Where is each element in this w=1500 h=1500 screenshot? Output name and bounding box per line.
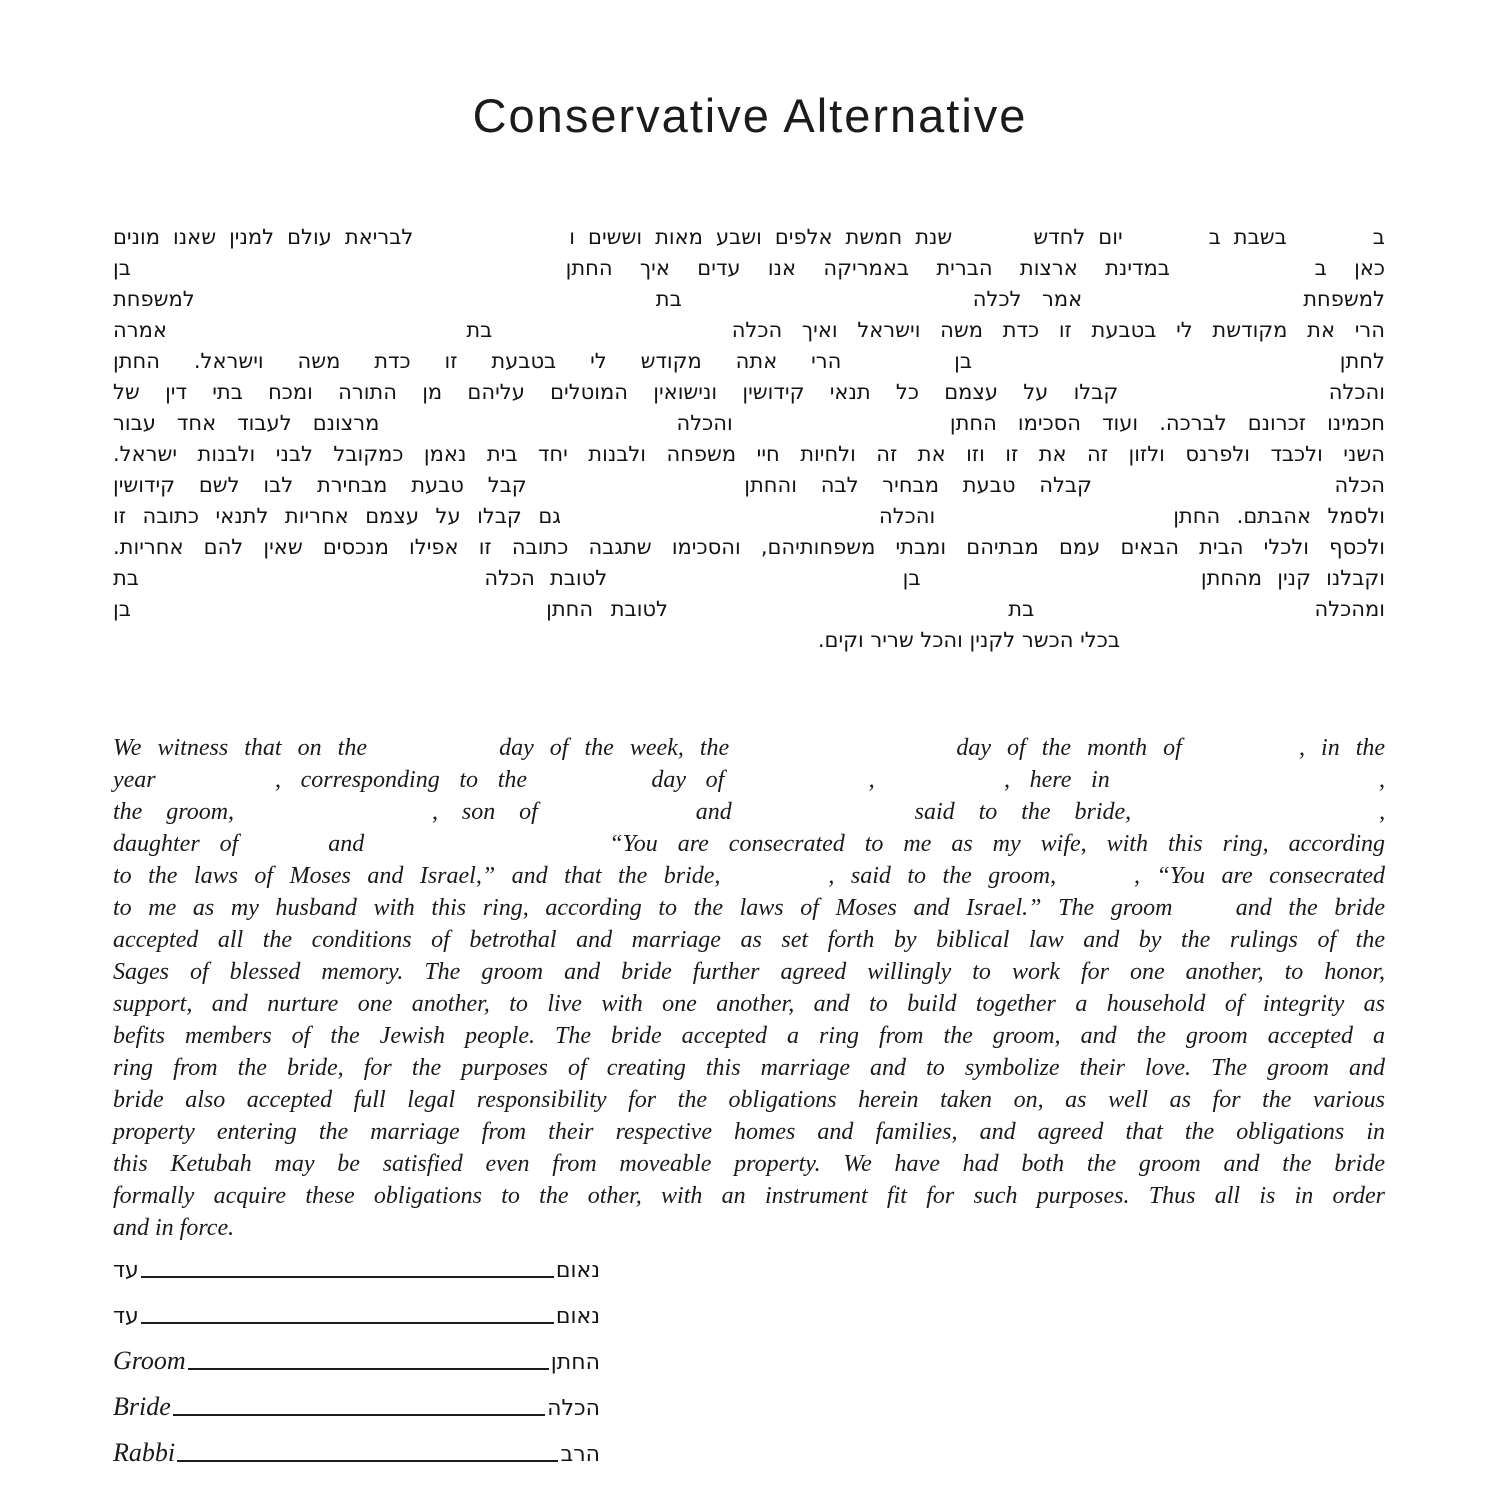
english-line bbox=[113, 1084, 1385, 1116]
text-segment: קבל טבעת מבחירת לבו לשם קידושין bbox=[113, 473, 527, 497]
hebrew-line bbox=[113, 594, 1385, 625]
text-segment: to the laws of Moses and Israel,” and that the bride, bbox=[113, 863, 721, 889]
text-segment: בת bbox=[466, 318, 493, 342]
blank-field bbox=[258, 850, 308, 851]
text-segment: this Ketubah may be satisfied even from moveable property. We have had both the groom and the bride bbox=[113, 1151, 1385, 1177]
text-segment: ולסמל אהבתם. החתן bbox=[1173, 504, 1385, 528]
hebrew-line bbox=[113, 470, 1385, 501]
hebrew-line bbox=[113, 532, 1385, 563]
signature-label-right: הרב bbox=[560, 1442, 600, 1467]
signature-label-left: Groom bbox=[113, 1346, 186, 1375]
blank-field bbox=[175, 786, 255, 787]
text-segment: יום לחדש bbox=[1033, 225, 1123, 249]
english-line bbox=[113, 1052, 1385, 1084]
text-segment: אמר לכלה bbox=[972, 287, 1083, 311]
text-segment: , said to the groom, bbox=[828, 863, 1057, 889]
text-segment: , bbox=[1379, 767, 1385, 793]
text-segment: , “You are consecrated bbox=[1134, 863, 1386, 889]
hebrew-line bbox=[113, 377, 1385, 408]
text-segment: בן bbox=[113, 256, 131, 280]
page-title: Conservative Alternative bbox=[472, 89, 1028, 142]
text-segment: בשבת ב bbox=[1208, 225, 1287, 249]
text-segment: למשפחת bbox=[1303, 287, 1385, 311]
text-segment: , in the bbox=[1298, 735, 1386, 761]
text-segment: שנת חמשת אלפים ושבע מאות וששים ו bbox=[569, 225, 953, 249]
text-segment: “You are consecrated to me as my wife, with this ring, according bbox=[609, 831, 1386, 857]
blank-field bbox=[577, 522, 862, 523]
text-segment: לבריאת עולם למנין שאנו מונים bbox=[113, 225, 414, 249]
text-segment: חכמינו זכרונם לברכה. ועוד הסכימו החתן bbox=[949, 411, 1385, 435]
text-segment: בכלי הכשר לקנין והכל שריר וקים. bbox=[817, 628, 1120, 652]
blank-field bbox=[686, 615, 991, 616]
blank-field bbox=[550, 491, 720, 492]
english-line bbox=[113, 988, 1385, 1020]
text-segment: והכלה bbox=[1328, 380, 1385, 404]
english-line bbox=[113, 828, 1385, 860]
hebrew-line bbox=[113, 222, 1385, 253]
text-segment: בת bbox=[113, 566, 139, 590]
signature-line bbox=[188, 1367, 549, 1370]
blank-field bbox=[187, 336, 447, 337]
signature-label-left: Rabbi bbox=[113, 1438, 176, 1467]
text-segment: הרי אתה מקודש לי בטבעת זו כדת משה וישראל. החתן bbox=[113, 349, 842, 373]
blank-field bbox=[754, 429, 929, 430]
signature-row bbox=[113, 1296, 600, 1328]
english-line bbox=[113, 1020, 1385, 1052]
blank-field bbox=[383, 754, 483, 755]
text-segment: בן bbox=[113, 597, 131, 621]
text-segment: day of the month of bbox=[956, 735, 1182, 761]
text-segment: Sages of blessed memory. The groom and bride further agreed willingly to work for one another, to honor, bbox=[113, 959, 1385, 985]
text-segment: ולכסף ולכלי הבית הבאים עמם מבתיהם ומבתי משפחותיהם, והסכימו שתגבה כתובה זו אפילו מנכסים שאין להם אחריות. bbox=[113, 535, 1385, 559]
blank-field bbox=[426, 243, 556, 244]
signature-label-right: נאום bbox=[555, 1258, 600, 1283]
text-segment: formally acquire these obligations to the other, with an instrument fit for such purposes. Thus all is in order bbox=[113, 1183, 1385, 1209]
blank-field bbox=[562, 818, 672, 819]
signature-label-left: עד bbox=[113, 1304, 139, 1329]
text-segment: daughter of bbox=[113, 831, 239, 857]
blank-field bbox=[400, 429, 655, 430]
signature-line bbox=[141, 1321, 554, 1324]
english-line bbox=[113, 1180, 1385, 1212]
text-segment: day of bbox=[651, 767, 725, 793]
blank-field bbox=[1103, 305, 1283, 306]
signature-line bbox=[173, 1413, 545, 1416]
english-line bbox=[113, 1212, 1385, 1244]
text-segment: We witness that on the bbox=[113, 735, 367, 761]
hebrew-line bbox=[113, 625, 1385, 656]
blank-field bbox=[154, 584, 469, 585]
hebrew-line bbox=[113, 408, 1385, 439]
blank-field bbox=[1073, 882, 1118, 883]
blank-field bbox=[745, 754, 940, 755]
blank-field bbox=[1155, 818, 1355, 819]
english-line bbox=[113, 796, 1385, 828]
blank-field bbox=[756, 818, 891, 819]
english-line bbox=[113, 956, 1385, 988]
signature-line bbox=[141, 1275, 554, 1278]
text-segment: וקבלנו קנין מהחתן bbox=[1200, 566, 1385, 590]
signature-label-left: עד bbox=[113, 1258, 139, 1283]
blank-field bbox=[384, 850, 589, 851]
signature-label-right: הכלה bbox=[547, 1396, 600, 1421]
blank-field bbox=[952, 522, 1157, 523]
blank-field bbox=[894, 786, 984, 787]
text-segment: אמרה bbox=[113, 318, 167, 342]
blank-field bbox=[215, 305, 635, 306]
text-segment: support, and nurture one another, to live with one another, and to build together a household of integrity as bbox=[113, 991, 1385, 1017]
blank-field bbox=[258, 818, 408, 819]
text-segment: במדינת ארצות הברית באמריקה אנו עדים איך החתן bbox=[565, 256, 1170, 280]
blank-field bbox=[512, 336, 712, 337]
text-segment: לטובת הכלה bbox=[484, 566, 608, 590]
signature-label-right: נאום bbox=[555, 1304, 600, 1329]
text-segment: , son of bbox=[431, 799, 538, 825]
text-segment: הכלה bbox=[1334, 473, 1385, 497]
text-segment: בן bbox=[902, 566, 921, 590]
text-segment: בן bbox=[954, 349, 973, 373]
blank-field bbox=[1052, 615, 1297, 616]
text-segment: ומהכלה bbox=[1314, 597, 1385, 621]
hebrew-line bbox=[113, 315, 1385, 346]
text-segment: והכלה bbox=[878, 504, 936, 528]
hebrew-line bbox=[113, 501, 1385, 532]
text-segment: and bbox=[328, 831, 365, 857]
text-segment: כאן ב bbox=[1314, 256, 1385, 280]
text-segment: property entering the marriage from their respective homes and families, and agreed that the obligations in bbox=[113, 1119, 1385, 1145]
text-segment: ב bbox=[1372, 225, 1385, 249]
text-segment: לחתן bbox=[1339, 349, 1385, 373]
signature-line bbox=[177, 1459, 558, 1462]
text-segment: to me as my husband with this ring, according to the laws of Moses and Israel.” The groom bbox=[113, 895, 1173, 921]
text-segment: גם קבלו על עצמם אחריות לתנאי כתובה זו bbox=[113, 504, 561, 528]
hebrew-line bbox=[113, 439, 1385, 470]
signature-row bbox=[113, 1342, 600, 1374]
text-segment: קבלו על עצמם כל תנאי קידושין ונישואין המוטלים עליהם מן התורה ומכח בתי דין של bbox=[113, 380, 1119, 404]
text-segment: ring from the bride, for the purposes of creating this marriage and to symbolize their love. The groom and bbox=[113, 1055, 1385, 1081]
blank-field bbox=[1189, 914, 1219, 915]
blank-field bbox=[1198, 754, 1283, 755]
text-segment: and the bride bbox=[1235, 895, 1385, 921]
text-segment: בת bbox=[1008, 597, 1035, 621]
hebrew-line bbox=[113, 563, 1385, 594]
blank-field bbox=[1006, 367, 1306, 368]
signature-block bbox=[113, 1250, 600, 1480]
text-segment: said to the bride, bbox=[914, 799, 1132, 825]
blank-field bbox=[1197, 274, 1287, 275]
signature-row bbox=[113, 1250, 600, 1282]
text-segment: מרצונם לעבוד אחד עבור bbox=[113, 411, 380, 435]
hebrew-line bbox=[113, 284, 1385, 315]
blank-field bbox=[1116, 491, 1311, 492]
text-segment: year bbox=[113, 767, 156, 793]
hebrew-line bbox=[113, 346, 1385, 377]
text-segment: , bbox=[868, 767, 875, 793]
text-segment: הרי את מקודשת לי בטבעת זו כדת משה וישראל ואיך הכלה bbox=[731, 318, 1385, 342]
blank-field bbox=[702, 305, 952, 306]
english-line bbox=[113, 1116, 1385, 1148]
text-segment: לטובת החתן bbox=[546, 597, 668, 621]
text-segment: והכלה bbox=[676, 411, 733, 435]
blank-field bbox=[965, 243, 1020, 244]
text-segment: befits members of the Jewish people. The bride accepted a ring from the groom, and the groom accepted a bbox=[113, 1023, 1385, 1049]
blank-field bbox=[158, 274, 538, 275]
blank-field bbox=[1300, 243, 1360, 244]
blank-field bbox=[936, 584, 1186, 585]
english-line bbox=[113, 732, 1385, 764]
text-segment: השני ולכבד ולפרנס ולזון זה את זו וזו את זה ולחיות חיי משפחה ולבנות יחד בית נאמן כמקובל לבני ולבנות ישראל. bbox=[113, 442, 1385, 466]
english-line bbox=[113, 860, 1385, 892]
signature-label-right: החתן bbox=[550, 1350, 600, 1375]
text-segment: the groom, bbox=[113, 799, 235, 825]
text-segment: , here in bbox=[1003, 767, 1110, 793]
blank-field bbox=[1129, 786, 1359, 787]
signature-label-left: Bride bbox=[113, 1392, 171, 1421]
english-line bbox=[113, 764, 1385, 796]
text-segment: , corresponding to the bbox=[274, 767, 528, 793]
text-segment: day of the week, the bbox=[499, 735, 730, 761]
signature-row bbox=[113, 1434, 600, 1466]
blank-field bbox=[622, 584, 887, 585]
signature-row bbox=[113, 1388, 600, 1420]
english-line bbox=[113, 924, 1385, 956]
blank-field bbox=[875, 367, 920, 368]
blank-field bbox=[149, 615, 529, 616]
blank-field bbox=[737, 882, 812, 883]
text-segment: , bbox=[1379, 799, 1386, 825]
text-segment: and bbox=[695, 799, 732, 825]
text-segment: and in force. bbox=[113, 1215, 235, 1241]
hebrew-line bbox=[113, 253, 1385, 284]
blank-field bbox=[547, 786, 632, 787]
text-segment: accepted all the conditions of betrothal and marriage as set forth by biblical law and by the rulings of the bbox=[113, 927, 1385, 953]
text-segment: בת bbox=[655, 287, 682, 311]
english-line bbox=[113, 1148, 1385, 1180]
english-text-block bbox=[113, 732, 1385, 1244]
text-segment: קבלה טבעת מבחיר לבה והחתן bbox=[744, 473, 1092, 497]
text-segment: bride also accepted full legal responsibility for the obligations herein taken on, as well as for the various bbox=[113, 1087, 1385, 1113]
text-segment: למשפחת bbox=[113, 287, 195, 311]
blank-field bbox=[1144, 398, 1304, 399]
blank-field bbox=[744, 786, 849, 787]
blank-field bbox=[1136, 243, 1196, 244]
english-line bbox=[113, 892, 1385, 924]
hebrew-text-block bbox=[113, 222, 1385, 656]
